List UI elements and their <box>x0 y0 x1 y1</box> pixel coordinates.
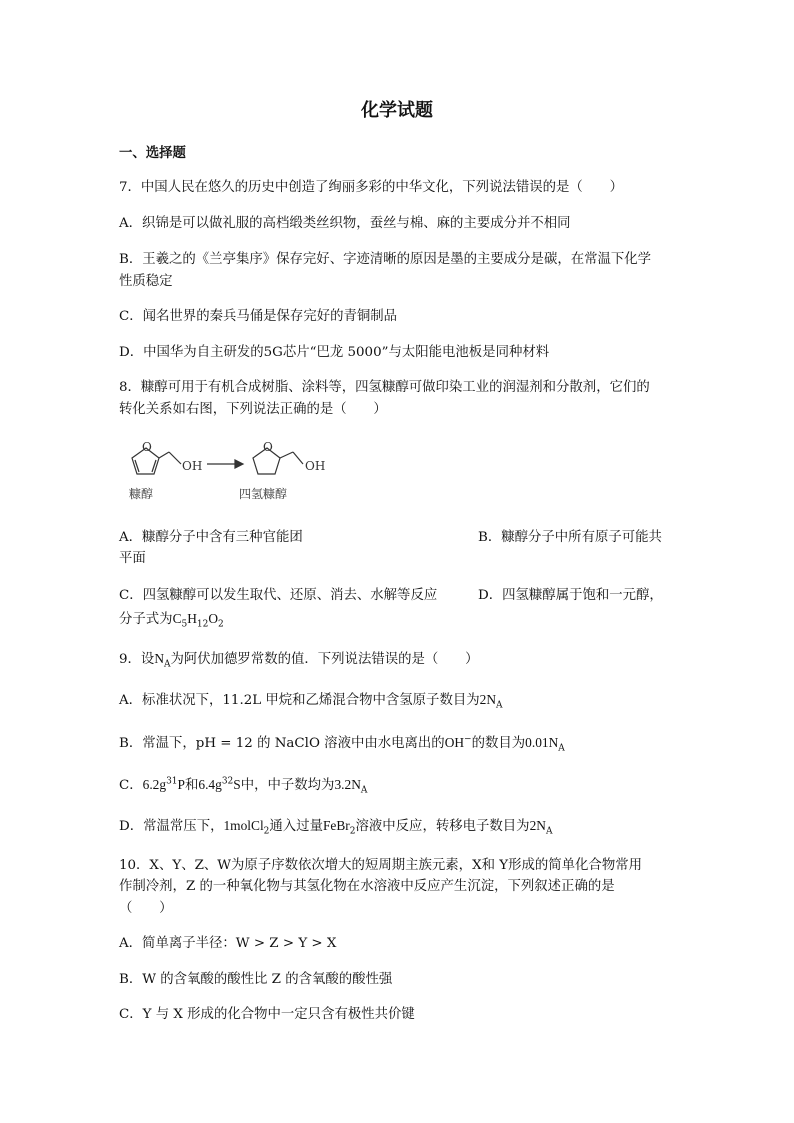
q9-c-mid: 中，中子数均为 <box>240 778 335 793</box>
q9-d-val: 2N <box>529 818 546 833</box>
thf-alcohol-label: 四氢糠醇 <box>239 487 288 501</box>
q9-option-b <box>119 733 565 754</box>
q9-c-m2: 6.4g <box>198 777 222 792</box>
formula-o: O <box>208 611 219 626</box>
q8-option-b: B．糠醇分子中所有原子可能共 <box>478 530 662 545</box>
q8-option-d: D．四氢糠醇属于饱和一元醇， <box>478 588 663 603</box>
q9-c-s1: 31 <box>166 776 178 787</box>
q10-stem: 10．X、Y、Z、W为原子序数依次增大的短周期主族元素，X和 Y形成的简单化合物常用 <box>119 858 642 873</box>
formula-c: C <box>172 611 182 626</box>
reaction-diagram <box>119 440 339 506</box>
q10-option-a: A．简单离子半径：W > Z > Y > X <box>119 936 337 951</box>
q7-option-d: D．中国华为自主研发的5G芯片“巴龙 5000”与太阳能电池板是同种材料 <box>119 345 550 360</box>
q9-d-pre: D．常温常压下， <box>119 819 224 834</box>
q9-b-sup: − <box>464 734 472 745</box>
q10-stem-cont: 作制冷剂，Z 的一种氧化物与其氢化物在水溶液中反应产生沉淀，下列叙述正确的是 <box>119 879 615 894</box>
q9-d-mid: 通入过量 <box>269 819 323 834</box>
formula-o-sub: 2 <box>218 619 224 630</box>
q9-na-sub: A <box>163 659 171 670</box>
q10-option-c: C．Y 与 X 形成的化合物中一定只含有极性共价键 <box>119 1007 415 1022</box>
q9-c-e2: S <box>233 777 241 792</box>
q7-stem: 7．中国人民在悠久的历史中创造了绚丽多彩的中华文化，下列说法错误的是（ ） <box>119 180 623 195</box>
q9-d-sub: A <box>545 826 553 837</box>
reaction-arrow-icon <box>207 460 243 468</box>
q8-stem-cont: 转化关系如右图，下列说法正确的是（ ） <box>119 402 387 417</box>
q9-c-s2: 32 <box>221 776 234 787</box>
q8-stem: 8．糠醇可用于有机合成树脂、涂料等，四氢糠醇可做印染工业的润湿剂和分散剂，它们的 <box>119 380 650 395</box>
q8-d-prefix: 分子式为 <box>119 612 173 627</box>
q10-option-b: B．W 的含氧酸的酸性比 Z 的含氧酸的酸性强 <box>119 972 393 987</box>
q8-option-d-cont <box>119 609 224 630</box>
q9-stem <box>119 649 478 670</box>
formula-h-sub: 12 <box>196 619 209 630</box>
q9-option-c <box>119 775 367 796</box>
q9-d-fe: FeBr <box>322 818 350 833</box>
q9-a-text: A．标准状况下，11.2L 甲烷和乙烯混合物中含氢原子数目为 <box>119 693 480 708</box>
q9-d-cl-sub: 2 <box>263 826 270 837</box>
q9-a-val: 2N <box>479 692 496 707</box>
page-title: 化学试题 <box>361 100 433 121</box>
q10-stem-paren: （ ） <box>119 901 173 916</box>
q9-d-fe-sub: 2 <box>349 826 356 837</box>
q9-c-pre: C． <box>119 778 143 793</box>
furfuryl-alcohol-label: 糠醇 <box>129 487 154 501</box>
q9-a-sub: A <box>496 700 503 711</box>
q9-c-and: 和 <box>184 778 199 793</box>
q9-b-mid: 的数目为 <box>471 736 526 751</box>
thf-oh-label: OH <box>305 459 326 473</box>
q9-d-mid2: 溶液中反应，转移电子数目为 <box>355 819 530 834</box>
q8-option-b-cont: 平面 <box>119 551 146 566</box>
q7-option-c: C．闻名世界的秦兵马俑是保存完好的青铜制品 <box>119 309 398 324</box>
q9-option-d <box>119 816 552 837</box>
thf-o-label: O <box>263 440 273 454</box>
q9-b-oh: OH <box>444 735 465 750</box>
q9-d-cl: 1molCl <box>223 818 264 833</box>
q9-option-a <box>119 690 503 711</box>
furfuryl-alcohol-structure <box>132 448 181 474</box>
q7-option-a: A．织锦是可以做礼服的高档缎类丝织物，蚕丝与棉、麻的主要成分并不相同 <box>119 216 571 231</box>
q9-b-sub: A <box>558 743 565 754</box>
q9-b-val: 0.01N <box>525 735 559 750</box>
q7-option-b-cont: 性质稳定 <box>119 274 173 289</box>
q7-option-b: B．王羲之的《兰亭集序》保存完好、字迹清晰的原因是墨的主要成分是碳，在常温下化学 <box>119 252 652 267</box>
q9-c-sub: A <box>360 785 368 796</box>
q9-stem-b: 为阿伏加德罗常数的值．下列说法错误的是（ ） <box>170 652 479 667</box>
q9-b-text: B．常温下，pH = 12 的 NaClO 溶液中由水电离出的 <box>119 736 445 751</box>
q9-stem-a: 9．设 <box>119 652 155 667</box>
q9-c-m1: 6.2g <box>142 777 167 792</box>
q9-c-val: 3.2N <box>334 777 361 792</box>
q8-option-a: A．糠醇分子中含有三种官能团 <box>119 530 303 545</box>
q9-c-e1: P <box>177 777 185 792</box>
q9-na: N <box>154 651 164 666</box>
q8-option-c: C．四氢糠醇可以发生取代、还原、消去、水解等反应 <box>119 588 438 603</box>
furfuryl-oh-label: OH <box>182 459 203 473</box>
formula-h: H <box>187 611 197 626</box>
formula-c-sub: 5 <box>181 619 188 630</box>
tetrahydrofurfuryl-alcohol-structure <box>253 448 303 474</box>
furan-o-label: O <box>142 440 152 454</box>
section-heading: 一、选择题 <box>119 145 186 161</box>
